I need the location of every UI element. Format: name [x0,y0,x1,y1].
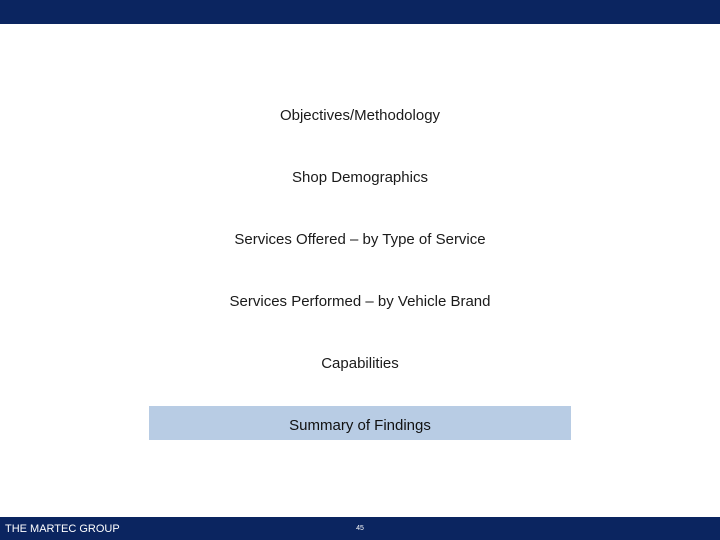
agenda-item-services-performed: Services Performed – by Vehicle Brand [229,293,491,310]
company-name: THE MARTEC GROUP [5,523,120,535]
agenda-item-shop-demographics: Shop Demographics [292,169,428,186]
agenda-item-capabilities: Capabilities [321,355,399,372]
top-banner [0,0,720,24]
agenda-item-summary-of-findings: Summary of Findings [289,417,431,434]
agenda-item-services-offered: Services Offered – by Type of Service [234,231,486,248]
agenda-item-objectives: Objectives/Methodology [279,107,441,124]
page-number: 45 [356,525,364,532]
